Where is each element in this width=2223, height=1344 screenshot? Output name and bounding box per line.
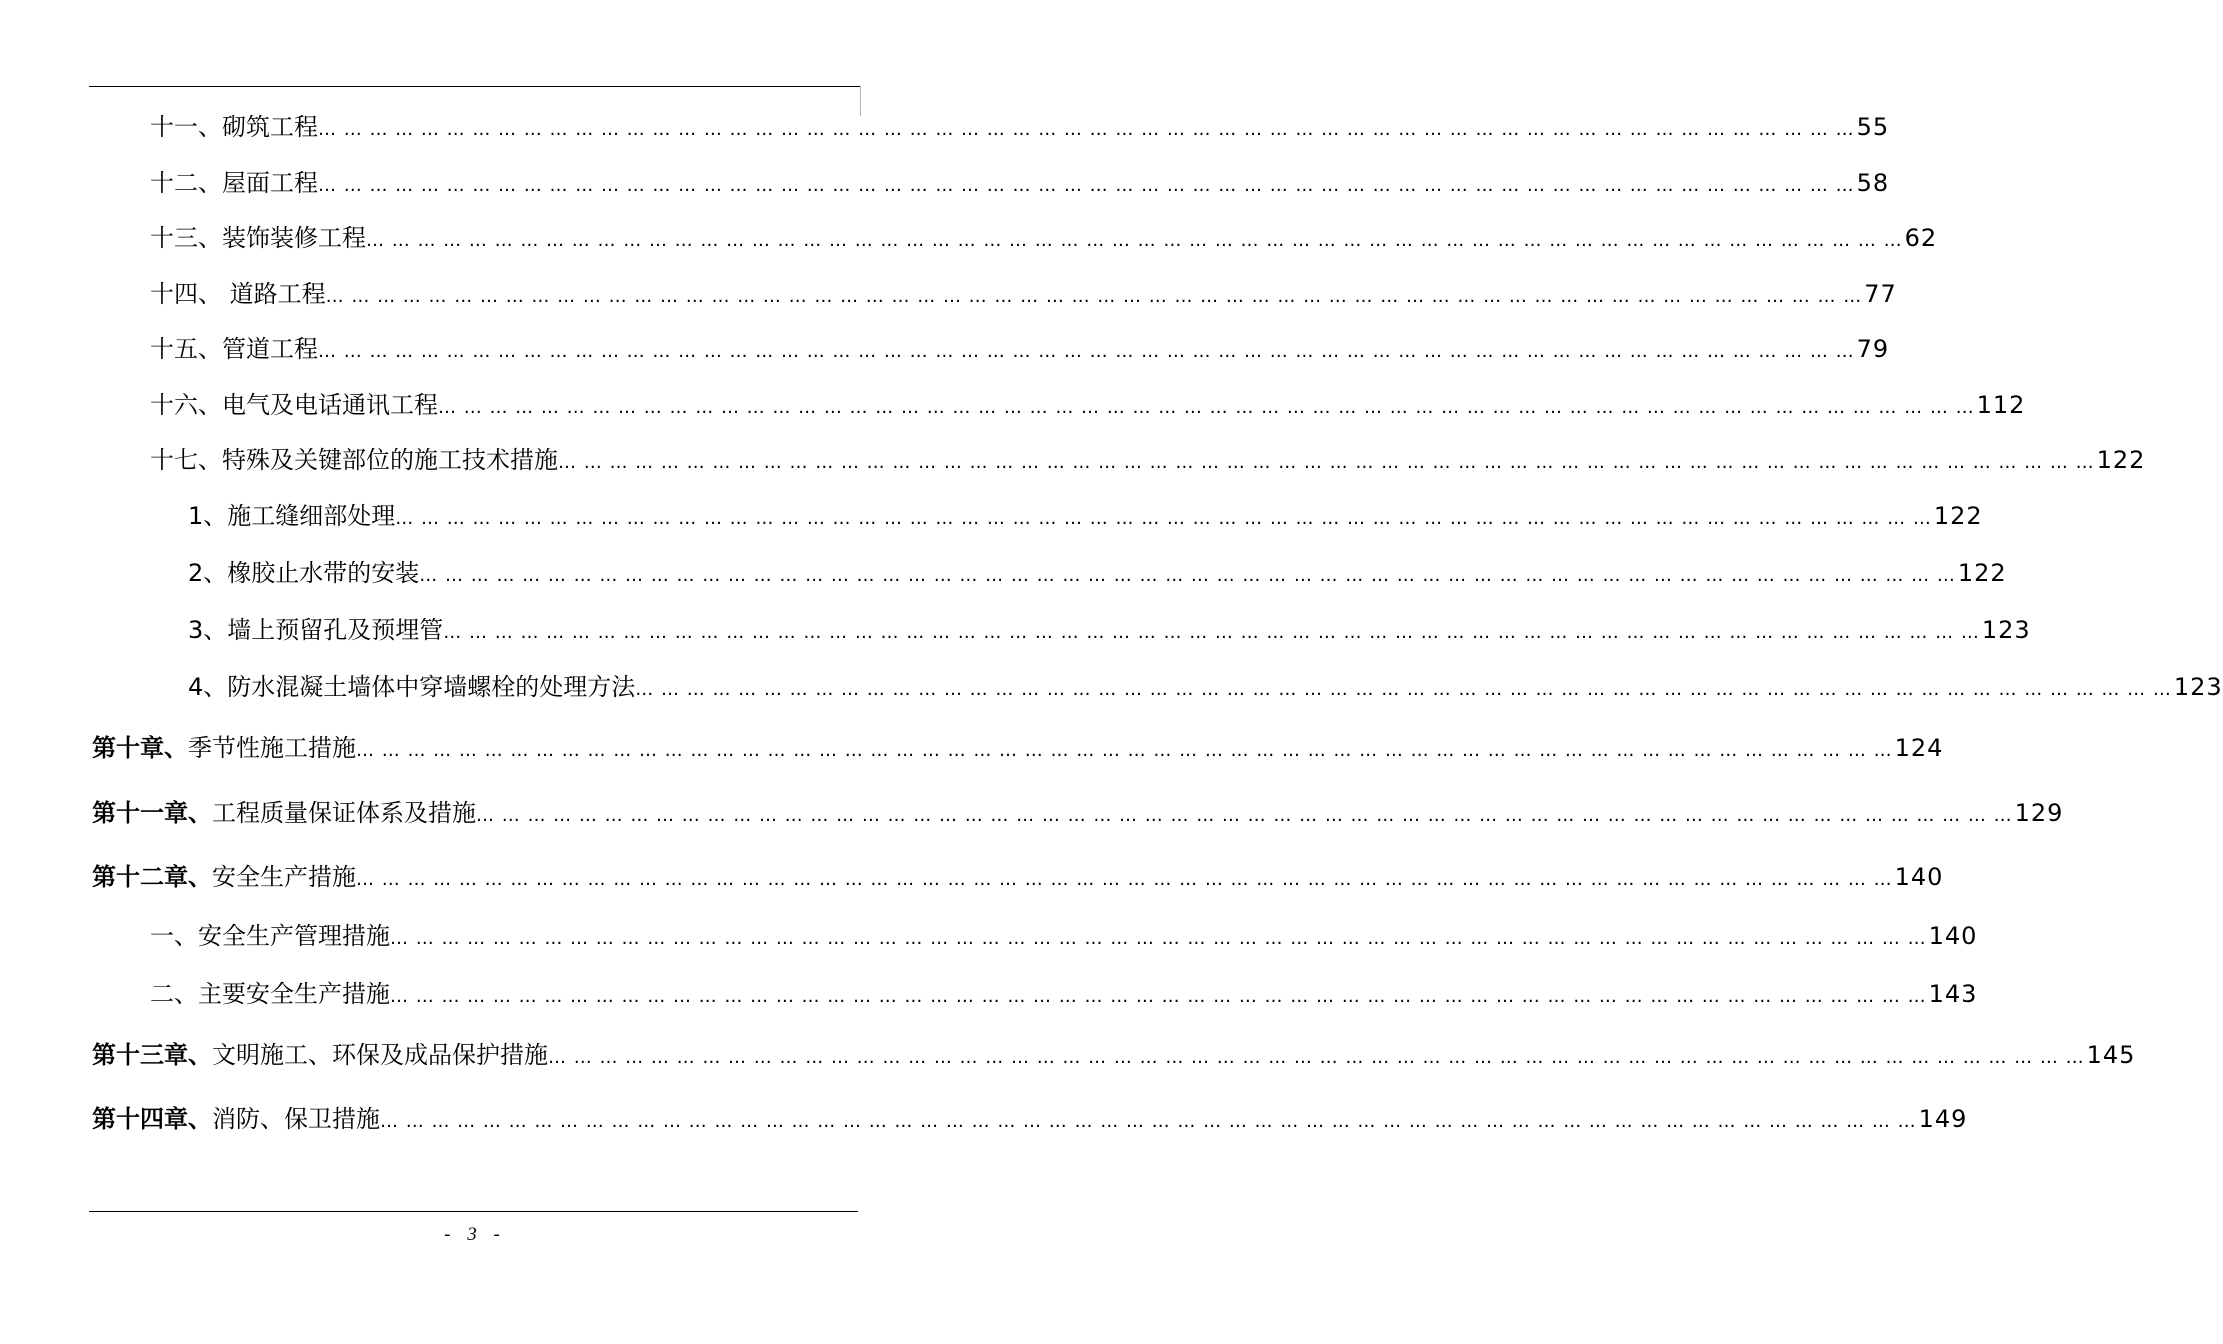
- toc-entry-label: [92, 1037, 548, 1073]
- toc-page-number: 129: [2014, 799, 2064, 827]
- toc-entry-title: 十五、管道工程: [150, 335, 318, 363]
- toc-entry-label: [188, 555, 419, 591]
- toc-entry-label: [188, 498, 395, 534]
- toc-entry-label: [188, 669, 635, 705]
- toc-page-number: 149: [1918, 1105, 1968, 1133]
- toc-page-number: 58: [1856, 169, 1890, 197]
- toc-chapter-prefix: 第十一章、: [92, 799, 212, 827]
- toc-entry-label: [150, 442, 558, 478]
- toc-dot-leader: … … … … … … … … … … … … … … … … … … … … … … … … … … … … … … … … … … … … … … … … … … … … … … … … … … … … … … … … … … … …: [318, 175, 1855, 196]
- toc-entry-label: [92, 1101, 380, 1137]
- toc-chapter-prefix: 第十四章、: [92, 1105, 212, 1133]
- toc-entry-label: [150, 276, 326, 312]
- toc-entry-title: 十六、电气及电话通讯工程: [150, 391, 438, 419]
- toc-entry[interactable]: [150, 442, 2146, 478]
- toc-entry-label: [150, 387, 438, 423]
- toc-chapter-entry[interactable]: [92, 1101, 1968, 1137]
- toc-entry-title: 十一、砌筑工程: [150, 113, 318, 141]
- toc-entry-title: 4、防水混凝土墙体中穿墙螺栓的处理方法: [188, 673, 636, 701]
- toc-entry[interactable]: [150, 918, 1978, 954]
- toc-dot-leader: … … … … … … … … … … … … … … … … … … … … … … … … … … … … … … … … … … … … … … … … … … … … … … … … … … … … … … … … … … … …: [390, 986, 1927, 1007]
- toc-entry[interactable]: [188, 612, 2031, 648]
- toc-entry-label: [92, 859, 356, 895]
- toc-entry[interactable]: [150, 976, 1978, 1012]
- toc-chapter-prefix: 第十二章、: [92, 863, 212, 891]
- toc-page-number: 145: [2086, 1041, 2136, 1069]
- page-number: - 3 -: [444, 1224, 506, 1245]
- toc-entry-label: [150, 165, 318, 201]
- toc-entry[interactable]: [188, 555, 2007, 591]
- toc-entry-title: 1、施工缝细部处理: [188, 502, 396, 530]
- toc-entry-label: [150, 109, 318, 145]
- toc-chapter-entry[interactable]: [92, 859, 1944, 895]
- toc-entry-label: [150, 918, 390, 954]
- toc-dot-leader: … … … … … … … … … … … … … … … … … … … … … … … … … … … … … … … … … … … … … … … … … … … … … … … … … … … … … … … … … … … …: [395, 508, 1932, 529]
- toc-entry-label: [150, 220, 366, 256]
- toc-page-number: 140: [1894, 863, 1944, 891]
- toc-page-number: 55: [1856, 113, 1890, 141]
- toc-chapter-prefix: 第十三章、: [92, 1041, 212, 1069]
- toc-page-number: 79: [1856, 335, 1890, 363]
- toc-entry-label: [150, 976, 390, 1012]
- toc-entry[interactable]: [150, 220, 1938, 256]
- toc-entry-label: [92, 795, 476, 831]
- toc-page-number: 122: [2096, 446, 2146, 474]
- toc-dot-leader: … … … … … … … … … … … … … … … … … … … … … … … … … … … … … … … … … … … … … … … … … … … … … … … … … … … … … … … … … … … …: [325, 286, 1863, 307]
- toc-entry-title: 十四、 道路工程: [150, 280, 326, 308]
- toc-page-number: 122: [1933, 502, 1983, 530]
- toc-page-number: 62: [1904, 224, 1938, 252]
- toc-page-number: 124: [1894, 734, 1944, 762]
- toc-entry-title: 消防、保卫措施: [212, 1105, 380, 1133]
- toc-entry-label: [188, 612, 443, 648]
- toc-dot-leader: … … … … … … … … … … … … … … … … … … … … … … … … … … … … … … … … … … … … … … … … … … … … … … … … … … … … … … … … … … … …: [476, 805, 2013, 826]
- toc-entry-title: 十七、特殊及关键部位的施工技术措施: [150, 446, 558, 474]
- toc-page-number: 122: [1957, 559, 2007, 587]
- toc-dot-leader: … … … … … … … … … … … … … … … … … … … … … … … … … … … … … … … … … … … … … … … … … … … … … … … … … … … … … … … … … … … …: [380, 1111, 1917, 1132]
- toc-dot-leader: … … … … … … … … … … … … … … … … … … … … … … … … … … … … … … … … … … … … … … … … … … … … … … … … … … … … … … … … … … … …: [419, 565, 1956, 586]
- toc-dot-leader: … … … … … … … … … … … … … … … … … … … … … … … … … … … … … … … … … … … … … … … … … … … … … … … … … … … … … … … … … … … …: [356, 740, 1893, 761]
- toc-entry-title: 安全生产措施: [212, 863, 356, 891]
- toc-entry[interactable]: [188, 669, 2223, 705]
- toc-page-number: 143: [1928, 980, 1978, 1008]
- toc-entry[interactable]: [150, 331, 1890, 367]
- toc-page-number: 123: [1981, 616, 2031, 644]
- toc-entry[interactable]: [188, 498, 1983, 534]
- toc-entry-title: 十二、屋面工程: [150, 169, 318, 197]
- toc-entry-title: 3、墙上预留孔及预埋管: [188, 616, 444, 644]
- toc-entry-label: [150, 331, 318, 367]
- toc-dot-leader: … … … … … … … … … … … … … … … … … … … … … … … … … … … … … … … … … … … … … … … … … … … … … … … … … … … … … … … … … … … …: [366, 230, 1903, 251]
- toc-dot-leader: … … … … … … … … … … … … … … … … … … … … … … … … … … … … … … … … … … … … … … … … … … … … … … … … … … … … … … … … … … … …: [318, 341, 1855, 362]
- toc-dot-leader: … … … … … … … … … … … … … … … … … … … … … … … … … … … … … … … … … … … … … … … … … … … … … … … … … … … … … … … … … … … …: [635, 679, 2172, 700]
- toc-entry-title: 二、主要安全生产措施: [150, 980, 390, 1008]
- toc-dot-leader: … … … … … … … … … … … … … … … … … … … … … … … … … … … … … … … … … … … … … … … … … … … … … … … … … … … … … … … … … … … …: [438, 397, 1975, 418]
- toc-entry-title: 2、橡胶止水带的安装: [188, 559, 420, 587]
- toc-page-number: 77: [1864, 280, 1897, 308]
- toc-page-number: 112: [1976, 391, 2026, 419]
- toc-dot-leader: … … … … … … … … … … … … … … … … … … … … … … … … … … … … … … … … … … … … … … … … … … … … … … … … … … … … … … … … … … … …: [548, 1047, 2085, 1068]
- toc-entry-title: 文明施工、环保及成品保护措施: [212, 1041, 548, 1069]
- toc-entry-title: 一、安全生产管理措施: [150, 922, 390, 950]
- toc-entry[interactable]: [150, 165, 1890, 201]
- toc-chapter-prefix: 第十章、: [92, 734, 188, 762]
- header-rule: [89, 86, 861, 87]
- toc-chapter-entry[interactable]: [92, 730, 1944, 766]
- toc-dot-leader: … … … … … … … … … … … … … … … … … … … … … … … … … … … … … … … … … … … … … … … … … … … … … … … … … … … … … … … … … … … …: [443, 622, 1980, 643]
- toc-entry-title: 季节性施工措施: [188, 734, 356, 762]
- toc-chapter-entry[interactable]: [92, 1037, 2136, 1073]
- footer-rule: [89, 1211, 858, 1212]
- toc-entry[interactable]: [150, 109, 1890, 145]
- toc-page-number: 140: [1928, 922, 1978, 950]
- toc-entry-title: 工程质量保证体系及措施: [212, 799, 476, 827]
- toc-dot-leader: … … … … … … … … … … … … … … … … … … … … … … … … … … … … … … … … … … … … … … … … … … … … … … … … … … … … … … … … … … … …: [558, 452, 2095, 473]
- toc-entry-label: [92, 730, 356, 766]
- toc-entry[interactable]: [150, 387, 2026, 423]
- toc-entry[interactable]: [150, 276, 1897, 312]
- toc-dot-leader: … … … … … … … … … … … … … … … … … … … … … … … … … … … … … … … … … … … … … … … … … … … … … … … … … … … … … … … … … … … …: [356, 869, 1893, 890]
- toc-dot-leader: … … … … … … … … … … … … … … … … … … … … … … … … … … … … … … … … … … … … … … … … … … … … … … … … … … … … … … … … … … … …: [318, 119, 1855, 140]
- toc-page-number: 123: [2173, 673, 2223, 701]
- toc-dot-leader: … … … … … … … … … … … … … … … … … … … … … … … … … … … … … … … … … … … … … … … … … … … … … … … … … … … … … … … … … … … …: [390, 928, 1927, 949]
- toc-chapter-entry[interactable]: [92, 795, 2064, 831]
- toc-entry-title: 十三、装饰装修工程: [150, 224, 366, 252]
